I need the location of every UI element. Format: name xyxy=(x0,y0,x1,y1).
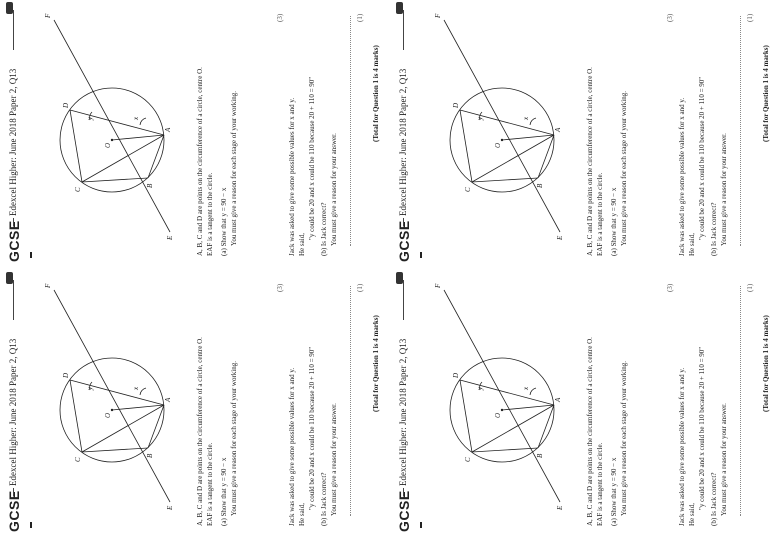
centre-point xyxy=(111,409,113,411)
part-a-prompt: (a) Show that y = 90 − x xyxy=(610,457,618,526)
question-stem-line2: EAF is a tangent to the circle. xyxy=(596,442,604,526)
jack-said: He said, xyxy=(688,233,696,256)
label-b: B xyxy=(536,453,544,458)
jack-statement: Jack was asked to give some possible values for x and y. xyxy=(678,97,686,256)
label-x: x xyxy=(132,116,140,120)
chord-cd xyxy=(460,110,472,182)
circle-theorem-diagram xyxy=(20,0,190,270)
label-f: F xyxy=(44,13,52,18)
title-rule-right xyxy=(403,10,404,50)
label-d: D xyxy=(62,372,70,378)
chord-cd xyxy=(70,380,82,452)
circle-theorem-diagram xyxy=(20,270,190,540)
answer-line xyxy=(740,286,741,516)
question-total: (Total for Question 1 is 4 marks) xyxy=(372,315,380,412)
question-title: Edexcel Higher: June 2018 Paper 2, Q13 xyxy=(398,68,408,216)
jack-statement: Jack was asked to give some possible values for x and y. xyxy=(678,367,686,526)
label-x: x xyxy=(522,116,530,120)
gcse-logo: GCSE xyxy=(396,220,412,262)
title-rule-right xyxy=(13,280,14,320)
label-a: A xyxy=(164,127,172,132)
question-stem-line2: EAF is a tangent to the circle. xyxy=(596,172,604,256)
question-title: Edexcel Higher: June 2018 Paper 2, Q13 xyxy=(8,68,18,216)
title-rule-left xyxy=(403,488,404,496)
page-number-mark xyxy=(30,522,32,528)
part-b-marks: (1) xyxy=(356,13,364,22)
part-b-prompt: (b) Is Jack correct? xyxy=(320,472,328,526)
chord-bc xyxy=(82,178,148,182)
gcse-logo: GCSE xyxy=(396,490,412,532)
jack-statement: Jack was asked to give some possible values for x and y. xyxy=(288,367,296,526)
part-a-prompt: (a) Show that y = 90 − x xyxy=(220,187,228,256)
label-y: y xyxy=(476,116,484,120)
chord-bc xyxy=(472,448,538,452)
label-e: E xyxy=(556,505,564,510)
answer-line xyxy=(350,16,351,246)
part-b-marks: (1) xyxy=(746,13,754,22)
worksheet-page xyxy=(390,270,780,540)
label-b: B xyxy=(146,183,154,188)
tangent-line xyxy=(444,20,560,232)
part-b-marks: (1) xyxy=(746,283,754,292)
chord-bc xyxy=(472,178,538,182)
angle-arc-x xyxy=(140,388,146,395)
label-c: C xyxy=(74,187,82,192)
jack-quote: "y could be 20 and x could be 110 because 20 + 110 = 90" xyxy=(308,346,316,510)
part-b-prompt: (b) Is Jack correct? xyxy=(320,202,328,256)
label-o: O xyxy=(494,142,502,148)
question-total: (Total for Question 1 is 4 marks) xyxy=(372,45,380,142)
label-d: D xyxy=(62,102,70,108)
label-a: A xyxy=(164,397,172,402)
chord-cd xyxy=(460,380,472,452)
jack-said: He said, xyxy=(688,503,696,526)
question-stem-line2: EAF is a tangent to the circle. xyxy=(206,442,214,526)
label-d: D xyxy=(452,372,460,378)
part-a-marks: (3) xyxy=(666,283,674,292)
chord-ac xyxy=(472,405,554,452)
label-b: B xyxy=(146,453,154,458)
gcse-logo: GCSE xyxy=(6,490,22,532)
part-b-hint: You must give a reason for your answer. xyxy=(330,133,338,246)
label-o: O xyxy=(104,412,112,418)
part-b-marks: (1) xyxy=(356,283,364,292)
circle-theorem-diagram xyxy=(410,270,580,540)
label-c: C xyxy=(464,457,472,462)
part-b-hint: You must give a reason for your answer. xyxy=(720,133,728,246)
label-f: F xyxy=(434,13,442,18)
chord-ad xyxy=(70,110,164,135)
worksheet-sheet xyxy=(390,270,780,540)
part-a-hint: You must give a reason for each stage of your working. xyxy=(230,90,238,246)
question-total: (Total for Question 1 is 4 marks) xyxy=(762,45,770,142)
chord-cd xyxy=(70,110,82,182)
part-a-hint: You must give a reason for each stage of your working. xyxy=(230,360,238,516)
worksheet-page xyxy=(0,0,390,270)
part-b-hint: You must give a reason for your answer. xyxy=(720,403,728,516)
tangent-line xyxy=(444,290,560,502)
page-number-mark xyxy=(30,252,32,258)
worksheet-page xyxy=(0,270,390,540)
centre-point xyxy=(501,139,503,141)
chord-ac xyxy=(82,405,164,452)
page-number-mark xyxy=(420,522,422,528)
tangent-line xyxy=(54,290,170,502)
chord-ad xyxy=(460,110,554,135)
chord-bc xyxy=(82,448,148,452)
question-stem-line1: A, B, C and D are points on the circumference of a circle, centre O. xyxy=(196,67,204,256)
jack-quote: "y could be 20 and x could be 110 because 20 + 110 = 90" xyxy=(698,76,706,240)
question-stem-line1: A, B, C and D are points on the circumference of a circle, centre O. xyxy=(196,337,204,526)
worksheet-sheet xyxy=(0,0,390,270)
worksheet-sheet xyxy=(0,270,390,540)
angle-arc-x xyxy=(530,118,536,125)
part-a-hint: You must give a reason for each stage of your working. xyxy=(620,90,628,246)
label-a: A xyxy=(554,127,562,132)
label-f: F xyxy=(44,283,52,288)
part-a-marks: (3) xyxy=(666,13,674,22)
label-y: y xyxy=(476,386,484,390)
question-title: Edexcel Higher: June 2018 Paper 2, Q13 xyxy=(398,338,408,486)
answer-line xyxy=(350,286,351,516)
label-b: B xyxy=(536,183,544,188)
jack-statement: Jack was asked to give some possible values for x and y. xyxy=(288,97,296,256)
part-b-prompt: (b) Is Jack correct? xyxy=(710,472,718,526)
worksheet-page xyxy=(390,0,780,270)
question-total: (Total for Question 1 is 4 marks) xyxy=(762,315,770,412)
label-c: C xyxy=(74,457,82,462)
jack-said: He said, xyxy=(298,503,306,526)
part-a-prompt: (a) Show that y = 90 − x xyxy=(220,457,228,526)
page-number-mark xyxy=(420,252,422,258)
part-a-prompt: (a) Show that y = 90 − x xyxy=(610,187,618,256)
label-c: C xyxy=(464,187,472,192)
worksheet-sheet xyxy=(390,0,780,270)
part-a-marks: (3) xyxy=(276,283,284,292)
question-stem-line2: EAF is a tangent to the circle. xyxy=(206,172,214,256)
tangent-line xyxy=(54,20,170,232)
label-e: E xyxy=(556,235,564,240)
chord-ad xyxy=(460,380,554,405)
chord-ac xyxy=(472,135,554,182)
label-o: O xyxy=(494,412,502,418)
label-e: E xyxy=(166,235,174,240)
gcse-logo: GCSE xyxy=(6,220,22,262)
part-a-hint: You must give a reason for each stage of your working. xyxy=(620,360,628,516)
label-o: O xyxy=(104,142,112,148)
jack-quote: "y could be 20 and x could be 110 because 20 + 110 = 90" xyxy=(308,76,316,240)
label-y: y xyxy=(86,116,94,120)
label-f: F xyxy=(434,283,442,288)
title-rule-left xyxy=(13,488,14,496)
jack-quote: "y could be 20 and x could be 110 because 20 + 110 = 90" xyxy=(698,346,706,510)
centre-point xyxy=(111,139,113,141)
angle-arc-x xyxy=(140,118,146,125)
label-a: A xyxy=(554,397,562,402)
answer-line xyxy=(740,16,741,246)
label-x: x xyxy=(132,386,140,390)
title-rule-right xyxy=(403,280,404,320)
title-rule-right xyxy=(13,10,14,50)
label-y: y xyxy=(86,386,94,390)
title-rule-left xyxy=(403,218,404,226)
part-b-prompt: (b) Is Jack correct? xyxy=(710,202,718,256)
label-x: x xyxy=(522,386,530,390)
circle-theorem-diagram xyxy=(410,0,580,270)
centre-point xyxy=(501,409,503,411)
question-title: Edexcel Higher: June 2018 Paper 2, Q13 xyxy=(8,338,18,486)
title-rule-left xyxy=(13,218,14,226)
part-b-hint: You must give a reason for your answer. xyxy=(330,403,338,516)
label-d: D xyxy=(452,102,460,108)
question-stem-line1: A, B, C and D are points on the circumference of a circle, centre O. xyxy=(586,337,594,526)
question-stem-line1: A, B, C and D are points on the circumference of a circle, centre O. xyxy=(586,67,594,256)
part-a-marks: (3) xyxy=(276,13,284,22)
chord-ad xyxy=(70,380,164,405)
jack-said: He said, xyxy=(298,233,306,256)
angle-arc-x xyxy=(530,388,536,395)
chord-ac xyxy=(82,135,164,182)
label-e: E xyxy=(166,505,174,510)
